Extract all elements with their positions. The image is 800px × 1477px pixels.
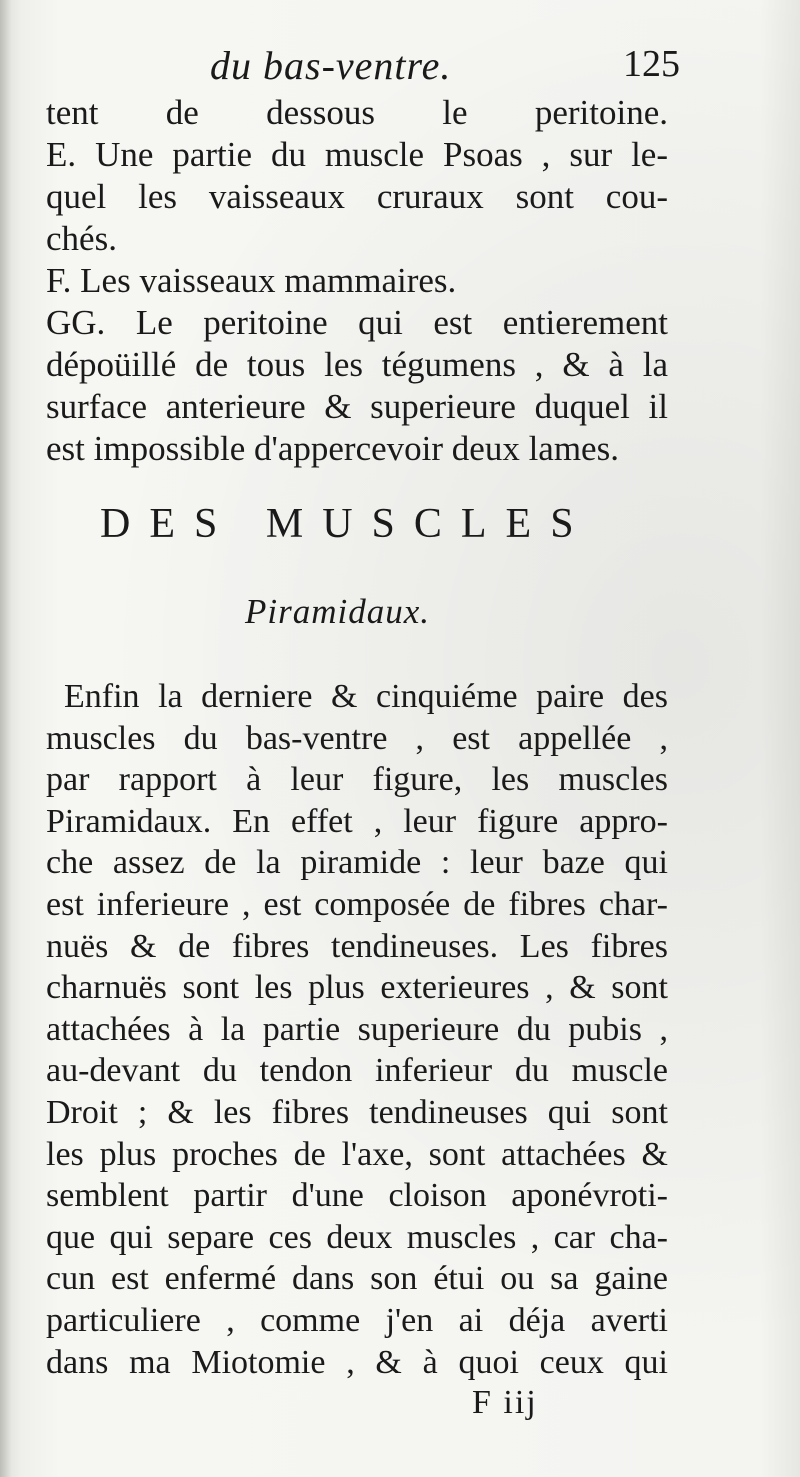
- text-line: cun est enfermé dans son étui ou sa gaine: [46, 1260, 668, 1298]
- section-heading: DES MUSCLES: [100, 501, 593, 547]
- paragraph-main: [46, 676, 668, 1383]
- text-line: est inferieure , est composée de fibres char-: [46, 885, 668, 923]
- text-line: au-devant du tendon inferieur du muscle: [46, 1052, 668, 1090]
- text-line: Piramidaux. En effet , leur figure appro-: [46, 802, 668, 840]
- section-subheading: Piramidaux.: [245, 592, 431, 631]
- text-line: attachées à la partie superieure du pubis ,: [46, 1010, 668, 1048]
- running-head: [200, 42, 680, 92]
- running-head-title: du bas-ventre.: [210, 43, 452, 88]
- text-line: Droit ; & les fibres tendineuses qui sont: [46, 1093, 668, 1131]
- text-line: par rapport à leur figure, les muscles: [46, 761, 668, 799]
- text-line: F. Les vaisseaux mammaires.: [46, 261, 457, 300]
- text-line: tent de dessous le peritoine.: [46, 93, 668, 132]
- text-line: muscles du bas-ventre , est appellée ,: [46, 719, 668, 757]
- text-line: surface anterieure & superieure duquel il: [46, 387, 668, 426]
- text-line: est impossible d'appercevoir deux lames.: [46, 429, 619, 468]
- text-line: charnuës sont les plus exterieures , & sont: [46, 969, 668, 1007]
- text-line: les plus proches de l'axe, sont attachées &: [46, 1135, 668, 1173]
- text-line: Enfin la derniere & cinquiéme paire des: [64, 678, 668, 715]
- text-line: chés.: [46, 219, 117, 258]
- text-line: che assez de la piramide : leur baze qui: [46, 844, 668, 882]
- text-line: E. Une partie du muscle Psoas , sur le-: [46, 135, 668, 174]
- text-line: particuliere , comme j'en ai déja averti: [46, 1301, 668, 1339]
- text-line: quel les vaisseaux cruraux sont cou-: [46, 177, 668, 216]
- page-number: 125: [623, 43, 680, 85]
- text-line: nuës & de fibres tendineuses. Les fibres: [46, 927, 668, 965]
- page-binding-shadow: [0, 0, 12, 1477]
- text-line: dans ma Miotomie , & à quoi ceux qui: [46, 1343, 668, 1381]
- text-line: que qui separe ces deux muscles , car cha-: [46, 1218, 668, 1256]
- text-line: dépoüillé de tous les tégumens , & à la: [46, 345, 668, 384]
- text-line: semblent partir d'une cloison aponévroti-: [46, 1177, 668, 1215]
- signature-mark: F iij: [472, 1384, 538, 1421]
- text-line: GG. Le peritoine qui est entierement: [46, 303, 668, 342]
- paragraph-top: [46, 92, 668, 470]
